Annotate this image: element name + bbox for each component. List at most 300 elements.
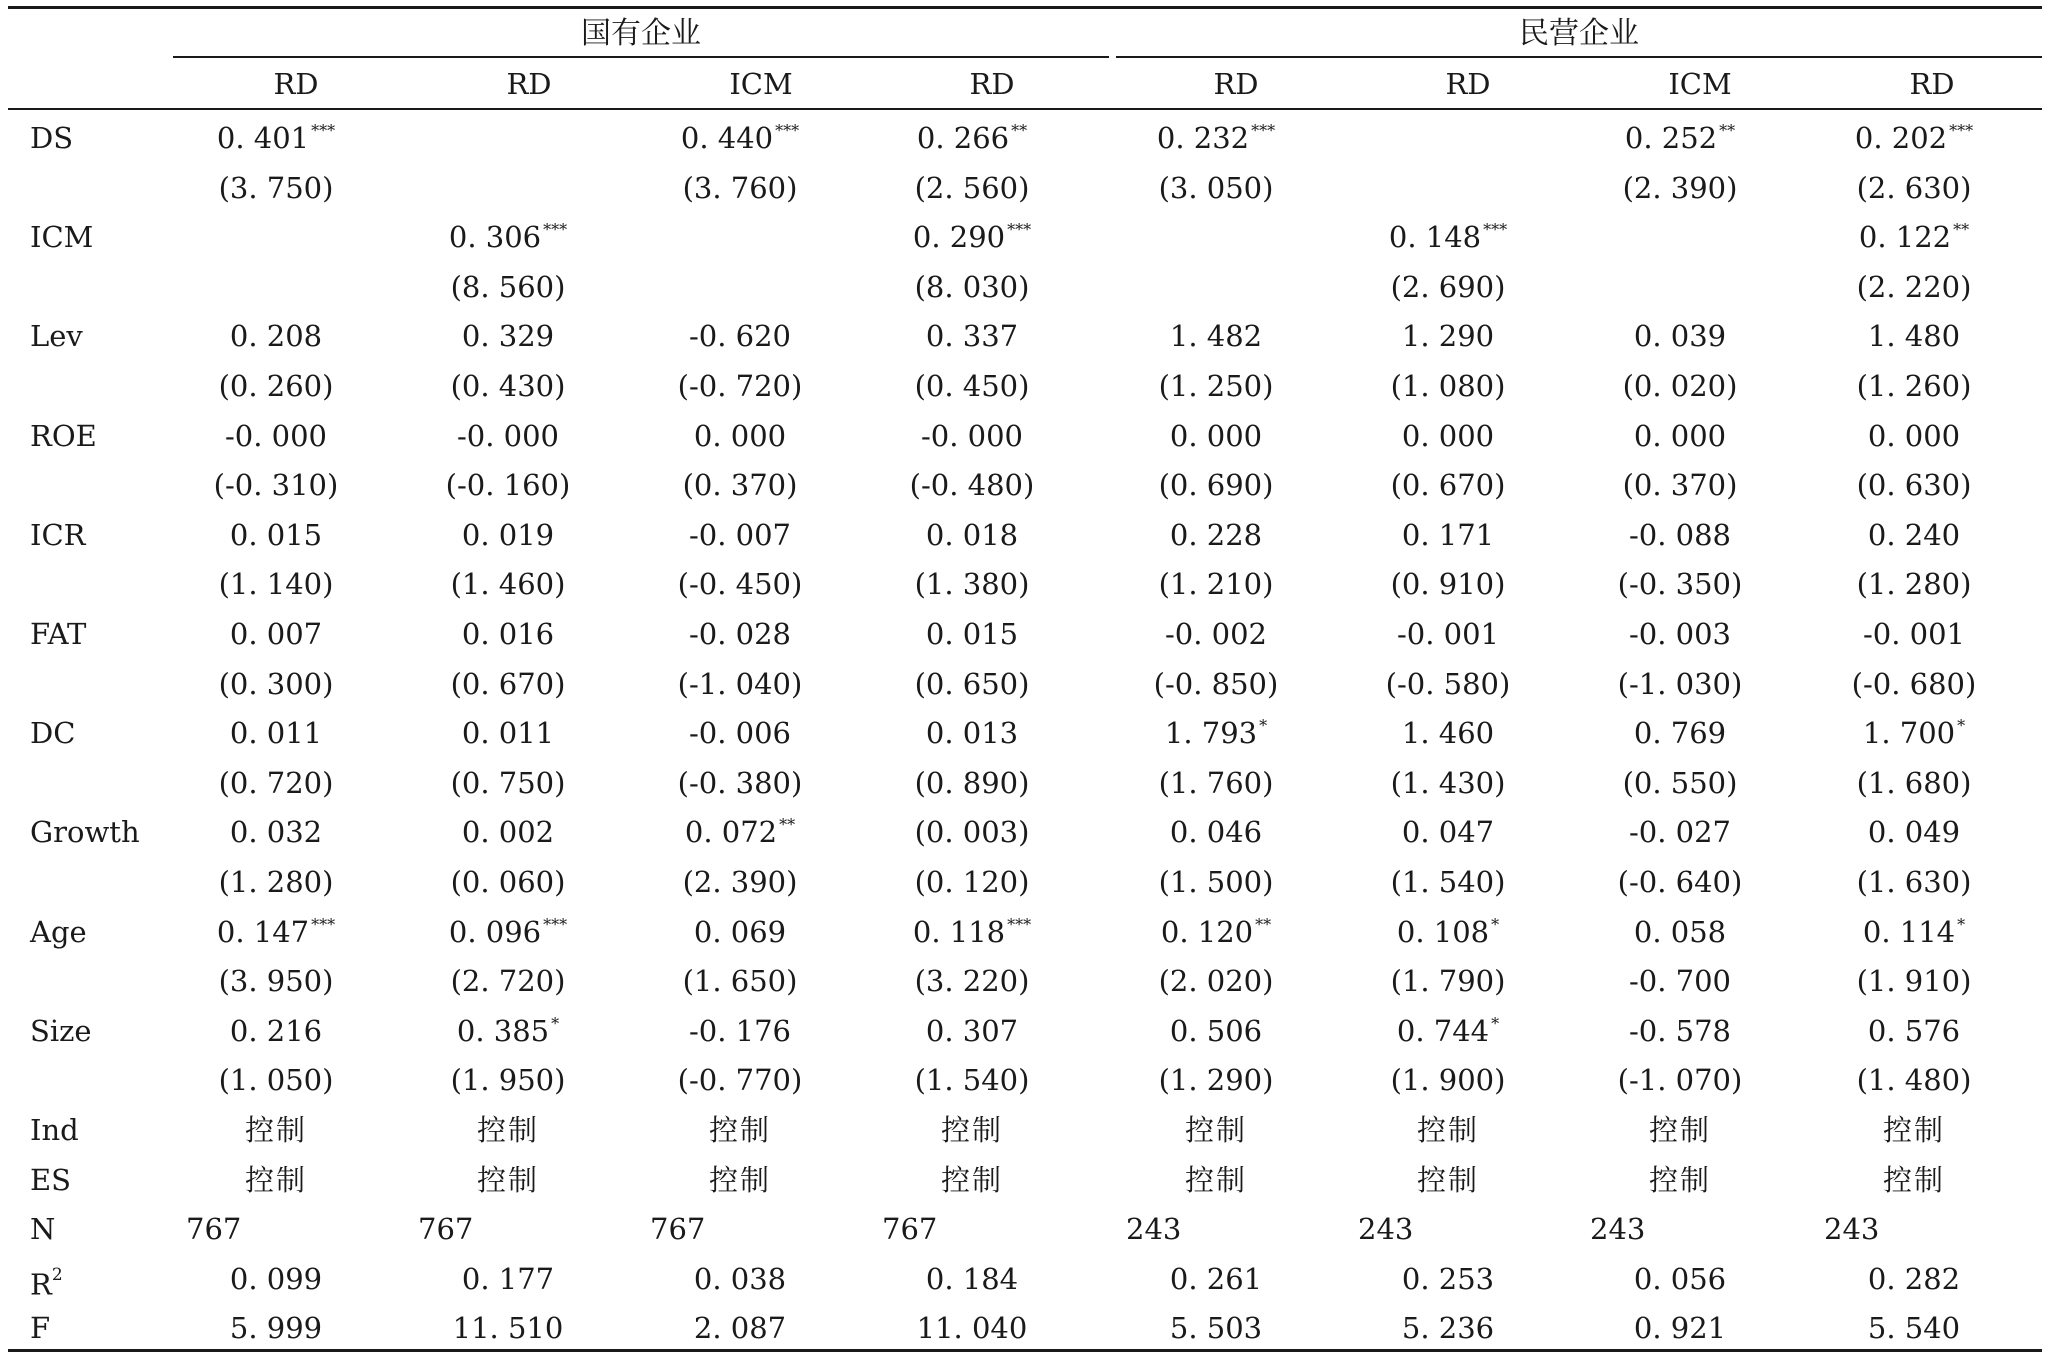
table-cell [852,164,1092,214]
cell-value: -0. 088 [1628,517,1732,552]
table-cell [1560,362,1800,412]
table-cell [852,808,1092,858]
cell-value: (-0. 580) [1385,666,1511,701]
table-cell [1096,461,1336,511]
cell-value: -0. 001 [1396,617,1500,651]
cell-value: (0. 670) [1390,468,1506,503]
cell-value: 0. 056 [1633,1261,1727,1296]
table-cell [1328,1156,1568,1206]
cell-value: 0. 253 [1401,1261,1495,1296]
cell-value: 767 [418,1212,474,1247]
table-cell [388,1156,628,1206]
table-cell [1328,263,1568,313]
table-cell [1328,412,1568,462]
significance-stars: *** [1483,220,1508,240]
table-cell [1328,660,1568,710]
table-cell [620,412,860,462]
table-cell [1560,709,1800,759]
cell-value: 11. 040 [916,1311,1028,1346]
table-cell [852,114,1092,164]
table-cell [156,759,396,809]
table-cell [1560,164,1800,214]
table-cell [852,957,1092,1007]
cell-value: 0. 208 [229,319,323,354]
cell-value: 1. 480 [1867,319,1961,354]
cell-value: 1. 700 [1862,716,1956,751]
table-cell [1096,660,1336,710]
cell-value: 0. 148 [1388,220,1482,255]
row-label: Age [30,914,87,949]
table-cell [1794,908,2034,958]
cell-value: (0. 020) [1622,369,1738,403]
cell-value: 243 [1126,1212,1182,1247]
row-label: DS [30,121,74,155]
table-cell [1560,412,1800,462]
cell-value: 0. 177 [461,1261,555,1296]
significance-stars: *** [311,914,336,934]
cell-value: 0. 290 [912,220,1006,255]
table-cell [1794,610,2034,660]
cell-value: 0. 744 [1396,1013,1490,1048]
cell-value: 0. 016 [461,617,555,651]
cell-value: 0. 096 [448,914,542,949]
row-label: ICM [30,220,94,255]
significance-stars: * [1491,914,1500,934]
cell-value: 控制 [1416,1113,1479,1147]
table-cell [1560,1304,1800,1354]
significance-stars: ** [1255,914,1272,934]
cell-value: 1. 793 [1164,716,1258,751]
table-cell [388,412,628,462]
cell-value: (0. 003) [914,815,1030,850]
table-cell [1794,213,2034,263]
cell-value: 0. 240 [1867,517,1961,552]
table-cell [620,1156,860,1206]
table-cell [388,858,628,908]
table-cell [852,412,1092,462]
cell-value: -0. 620 [688,319,792,354]
cell-value: (0. 120) [914,865,1030,899]
cell-value: 0. 401 [216,121,310,155]
cell-value: 0. 000 [693,418,787,453]
table-cell [1096,114,1336,164]
table-cell [1096,560,1336,610]
table-cell [1328,312,1568,362]
table-cell [620,164,860,214]
cell-value: 控制 [708,1162,771,1197]
cell-value: 0. 007 [229,617,323,651]
cell-value: 0. 049 [1867,815,1961,850]
table-cell [1794,1304,2034,1354]
table-cell [388,1304,628,1354]
table-cell [1794,709,2034,759]
table-cell [156,1156,396,1206]
table-cell [156,908,396,958]
cell-value: (2. 220) [1856,269,1972,304]
table-cell [852,312,1092,362]
row-label: ROE [30,418,97,453]
column-header: RD [506,67,552,101]
column-header: ICM [1668,67,1732,101]
cell-value: (1. 380) [914,567,1030,602]
table-cell [388,114,628,164]
regression-table [8,6,2042,1352]
table-cell [388,1106,628,1156]
table-cell [1328,808,1568,858]
table-cell [1560,759,1800,809]
table-cell [620,461,860,511]
cell-value: 767 [186,1212,242,1247]
table-cell [1560,908,1800,958]
table-cell [1560,263,1800,313]
cell-value: 0. 118 [912,914,1006,949]
table-cell [1328,114,1568,164]
significance-stars: ** [1719,121,1736,140]
table-cell [1794,660,2034,710]
cell-value: 5. 999 [229,1311,323,1346]
cell-value: 0. 032 [229,815,323,850]
table-cell [620,1304,860,1354]
cell-value: -0. 001 [1862,617,1966,651]
cell-value: 243 [1358,1212,1414,1247]
table-cell [388,164,628,214]
group-rule-poe [1116,56,2042,58]
table-row [8,660,2042,710]
table-row [8,461,2042,511]
table-cell [852,908,1092,958]
cell-value: 0. 000 [1169,418,1263,453]
row-label: Size [30,1013,92,1048]
table-cell [620,1007,860,1057]
table-row [8,908,2042,958]
table-cell [1096,263,1336,313]
table-row [8,213,2042,263]
table-cell [388,511,628,561]
table-cell [620,114,860,164]
cell-value: -0. 007 [688,517,792,552]
table-cell [156,412,396,462]
cell-value: (-0. 160) [445,468,571,503]
table-cell [1328,1056,1568,1106]
table-cell [852,362,1092,412]
group-header-poe: 民营企业 [1519,16,1639,51]
table-cell [156,362,396,412]
cell-value: 767 [650,1212,706,1247]
cell-value: (2. 020) [1158,964,1274,999]
table-cell [156,560,396,610]
cell-value: (1. 760) [1158,765,1274,800]
table-cell [156,1007,396,1057]
table-cell [620,312,860,362]
cell-value: (1. 910) [1856,964,1972,999]
table-cell [1560,858,1800,908]
table-cell [852,511,1092,561]
table-cell [1328,1106,1568,1156]
table-cell [1794,1255,2034,1305]
table-cell [1560,957,1800,1007]
table-cell [1560,461,1800,511]
cell-value: 0. 306 [448,220,542,255]
cell-value: 0. 228 [1169,517,1263,552]
row-label: ES [30,1162,72,1197]
table-cell [852,213,1092,263]
cell-value: 0. 011 [229,716,323,751]
cell-value: 0. 018 [925,517,1019,552]
table-cell [156,1056,396,1106]
table-cell [1096,213,1336,263]
cell-value: (1. 280) [218,865,334,899]
cell-value: (0. 550) [1622,765,1738,800]
cell-value: (-1. 030) [1617,666,1743,701]
table-cell [1096,808,1336,858]
table-cell [1560,1156,1800,1206]
significance-stars: * [551,1013,560,1033]
cell-value: 控制 [1882,1162,1945,1197]
table-row [8,1156,2042,1206]
cell-value: (1. 430) [1390,765,1506,800]
cell-value: (-0. 850) [1153,666,1279,701]
cell-value: 767 [882,1212,938,1247]
table-cell [852,1304,1092,1354]
cell-value: 0. 015 [229,517,323,552]
cell-value: 0. 147 [216,914,310,949]
cell-value: 0. 019 [461,517,555,552]
cell-value: 0. 000 [1633,418,1727,453]
cell-value: (1. 280) [1856,567,1972,602]
cell-value: 控制 [1416,1162,1479,1197]
cell-value: 0. 769 [1633,716,1727,751]
cell-value: 0. 046 [1169,815,1263,850]
table-cell [1096,312,1336,362]
table-cell [1794,1056,2034,1106]
cell-value: (-0. 310) [213,468,339,503]
cell-value: (8. 030) [914,269,1030,304]
table-cell [1794,461,2034,511]
table-cell [620,957,860,1007]
table-cell [1096,1106,1336,1156]
significance-stars: *** [311,121,336,140]
table-cell [1096,1255,1336,1305]
row-label: Ind [30,1113,79,1147]
cell-value: (-1. 070) [1617,1063,1743,1098]
table-cell [620,362,860,412]
cell-value: 0. 232 [1156,121,1250,155]
table-cell [1560,660,1800,710]
table-cell [1126,1205,1366,1255]
table-cell [1328,908,1568,958]
cell-value: 0. 013 [925,716,1019,751]
cell-value: 控制 [1184,1113,1247,1147]
cell-value: 243 [1824,1212,1880,1247]
significance-stars: ** [1953,220,1970,240]
table-cell [156,461,396,511]
cell-value: 控制 [1184,1162,1247,1197]
cell-value: (0. 060) [450,865,566,899]
cell-value: (0. 450) [914,369,1030,403]
table-cell [1328,858,1568,908]
table-cell [620,560,860,610]
significance-stars: * [1957,716,1966,736]
cell-value: 2. 087 [693,1311,787,1346]
cell-value: (0. 720) [218,765,334,800]
table-row [8,312,2042,362]
table-cell [1096,164,1336,214]
table-cell [1560,312,1800,362]
cell-value: (1. 950) [450,1063,566,1098]
cell-value: (2. 560) [914,170,1030,205]
significance-stars: * [1259,716,1268,736]
cell-value: -0. 006 [688,716,792,751]
cell-value: 0. 000 [1867,418,1961,453]
table-cell [156,114,396,164]
table-cell [1794,1106,2034,1156]
table-cell [1560,610,1800,660]
cell-value: 0. 108 [1396,914,1490,949]
cell-value: 0. 120 [1160,914,1254,949]
cell-value: (3. 050) [1158,170,1274,205]
table-cell [1794,858,2034,908]
table-cell [1328,560,1568,610]
cell-value: 控制 [1648,1162,1711,1197]
cell-value: 控制 [476,1162,539,1197]
table-cell [156,1106,396,1156]
table-cell [1560,511,1800,561]
cell-value: 1. 460 [1401,716,1495,751]
column-header: RD [969,67,1015,101]
cell-value: 0. 015 [925,617,1019,651]
table-cell [852,610,1092,660]
table-cell [1096,610,1336,660]
cell-value: (1. 630) [1856,865,1972,899]
table-cell [388,1056,628,1106]
cell-value: (0. 750) [450,765,566,800]
table-row [8,511,2042,561]
table-cell [1590,1205,1830,1255]
row-label: Growth [30,815,140,850]
table-cell [388,560,628,610]
cell-value: (0. 630) [1856,468,1972,503]
cell-value: 控制 [940,1162,1003,1197]
cell-value: 0. 266 [916,121,1010,155]
cell-value: 0. 202 [1854,121,1948,155]
table-cell [1096,1007,1336,1057]
cell-value: (-0. 770) [677,1063,803,1098]
table-cell [1328,709,1568,759]
cell-value: 0. 072 [684,815,778,850]
cell-value: (1. 650) [682,964,798,999]
table-row [8,1056,2042,1106]
table-bottom-rule [8,1349,2042,1352]
cell-value: (1. 540) [1390,865,1506,899]
cell-value: 0. 307 [925,1013,1019,1048]
table-cell [852,660,1092,710]
table-cell [388,1255,628,1305]
cell-value: 5. 236 [1401,1311,1495,1346]
row-label: $R^2$ [30,1264,63,1302]
cell-value: (0. 690) [1158,468,1274,503]
table-row [8,114,2042,164]
cell-value: 控制 [1648,1113,1711,1147]
table-cell [1328,610,1568,660]
table-row [8,263,2042,313]
table-row [8,610,2042,660]
table-cell [1328,759,1568,809]
cell-value: 1. 290 [1401,319,1495,354]
table-cell [1824,1205,2048,1255]
cell-value: (2. 690) [1390,269,1506,304]
table-cell [1794,362,2034,412]
table-cell [1328,461,1568,511]
cell-value: 0. 385 [456,1013,550,1048]
table-cell [1794,1156,2034,1206]
cell-value: 0. 576 [1867,1013,1961,1048]
table-cell [388,957,628,1007]
table-cell [852,461,1092,511]
table-cell [388,263,628,313]
significance-stars: *** [543,914,568,934]
table-cell [852,1007,1092,1057]
table-cell [388,709,628,759]
table-row [8,1255,2042,1305]
table-top-rule [8,6,2042,9]
cell-value: (2. 630) [1856,170,1972,205]
table-row [8,560,2042,610]
cell-value: (-0. 680) [1851,666,1977,701]
table-cell [1328,1304,1568,1354]
cell-value: (8. 560) [450,269,566,304]
cell-value: (1. 140) [218,567,334,602]
table-cell [1560,1056,1800,1106]
cell-value: 控制 [476,1113,539,1147]
cell-value: (0. 670) [450,666,566,701]
table-cell [156,312,396,362]
cell-value: 0. 440 [680,121,774,155]
table-cell [620,213,860,263]
cell-value: (0. 370) [1622,468,1738,503]
row-label: N [30,1212,56,1247]
cell-value: (1. 480) [1856,1063,1972,1098]
table-cell [852,1156,1092,1206]
table-cell [1560,560,1800,610]
cell-value: 0. 058 [1633,914,1727,949]
table-cell [1096,709,1336,759]
cell-value: (-0. 480) [909,468,1035,503]
table-cell [156,660,396,710]
cell-value: -0. 000 [456,418,560,453]
cell-value: 控制 [244,1162,307,1197]
cell-value: (1. 260) [1856,369,1972,403]
column-header: RD [1213,67,1259,101]
table-cell [1096,1156,1336,1206]
table-cell [1358,1205,1598,1255]
cell-value: 11. 510 [452,1311,564,1346]
cell-value: -0. 003 [1628,617,1732,651]
table-cell [156,1304,396,1354]
table-cell [156,1255,396,1305]
table-row [8,412,2042,462]
table-cell [852,1255,1092,1305]
cell-value: -0. 700 [1628,964,1732,999]
table-cell [1096,908,1336,958]
cell-value: 5. 503 [1169,1311,1263,1346]
significance-stars: * [1491,1013,1500,1033]
cell-value: 控制 [244,1113,307,1147]
cell-value: (1. 050) [218,1063,334,1098]
cell-value: (-1. 040) [677,666,803,701]
cell-value: (1. 460) [450,567,566,602]
cell-value: (1. 790) [1390,964,1506,999]
table-cell [1328,213,1568,263]
